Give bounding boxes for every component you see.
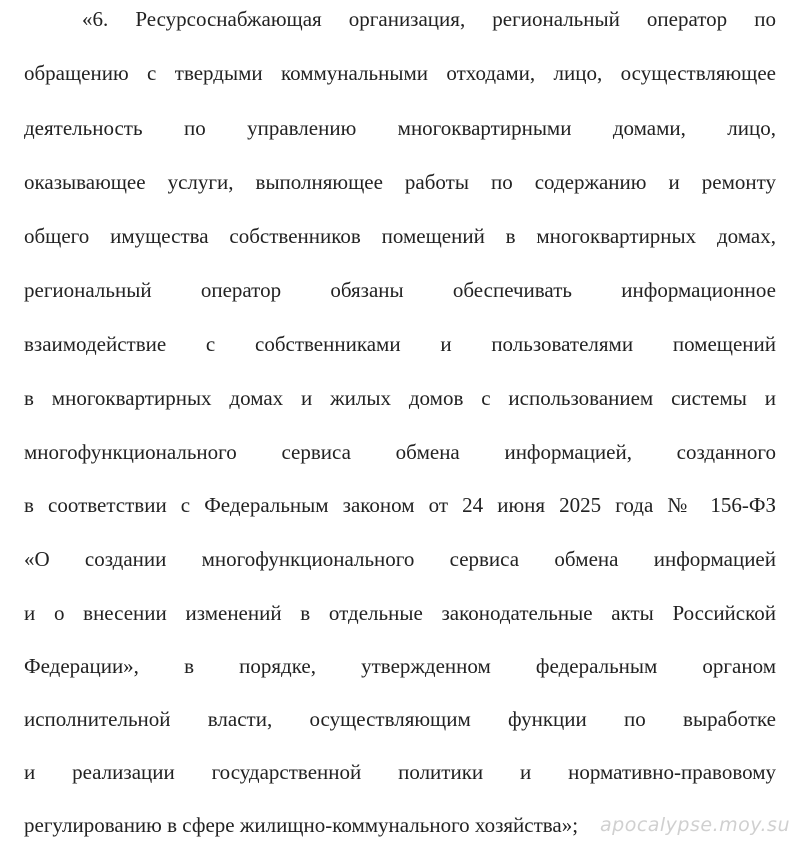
paragraph-line: региональный оператор обязаны обеспечивать информационное (24, 278, 776, 302)
paragraph-line: и реализации государственной политики и нормативно-правовому (24, 760, 776, 784)
paragraph-line: «О создании многофункционального сервиса обмена информацией (24, 547, 776, 571)
paragraph-line: Федерации», в порядке, утвержденном федеральным органом (24, 654, 776, 678)
paragraph-line: в соответствии с Федеральным законом от 24 июня 2025 года № 156-ФЗ (24, 493, 776, 517)
paragraph-line: многофункционального сервиса обмена информацией, созданного (24, 440, 776, 464)
paragraph-line: в многоквартирных домах и жилых домов с использованием системы и (24, 386, 776, 410)
paragraph-line: деятельность по управлению многоквартирными домами, лицо, (24, 116, 776, 140)
paragraph-line: общего имущества собственников помещений в многоквартирных домах, (24, 224, 776, 248)
paragraph-line: регулированию в сфере жилищно-коммунального хозяйства»; (24, 813, 579, 837)
site-watermark: apocalypse.moy.su (599, 814, 790, 836)
paragraph-line: взаимодействие с собственниками и пользователями помещений (24, 332, 776, 356)
paragraph-line: и о внесении изменений в отдельные законодательные акты Российской (24, 601, 776, 625)
paragraph-line: «6. Ресурсоснабжающая организация, региональный оператор по (82, 7, 776, 31)
paragraph-line: исполнительной власти, осуществляющим функции по выработке (24, 707, 776, 731)
paragraph-line: оказывающее услуги, выполняющее работы по содержанию и ремонту (24, 170, 776, 194)
paragraph-line: обращению с твердыми коммунальными отходами, лицо, осуществляющее (24, 61, 776, 85)
